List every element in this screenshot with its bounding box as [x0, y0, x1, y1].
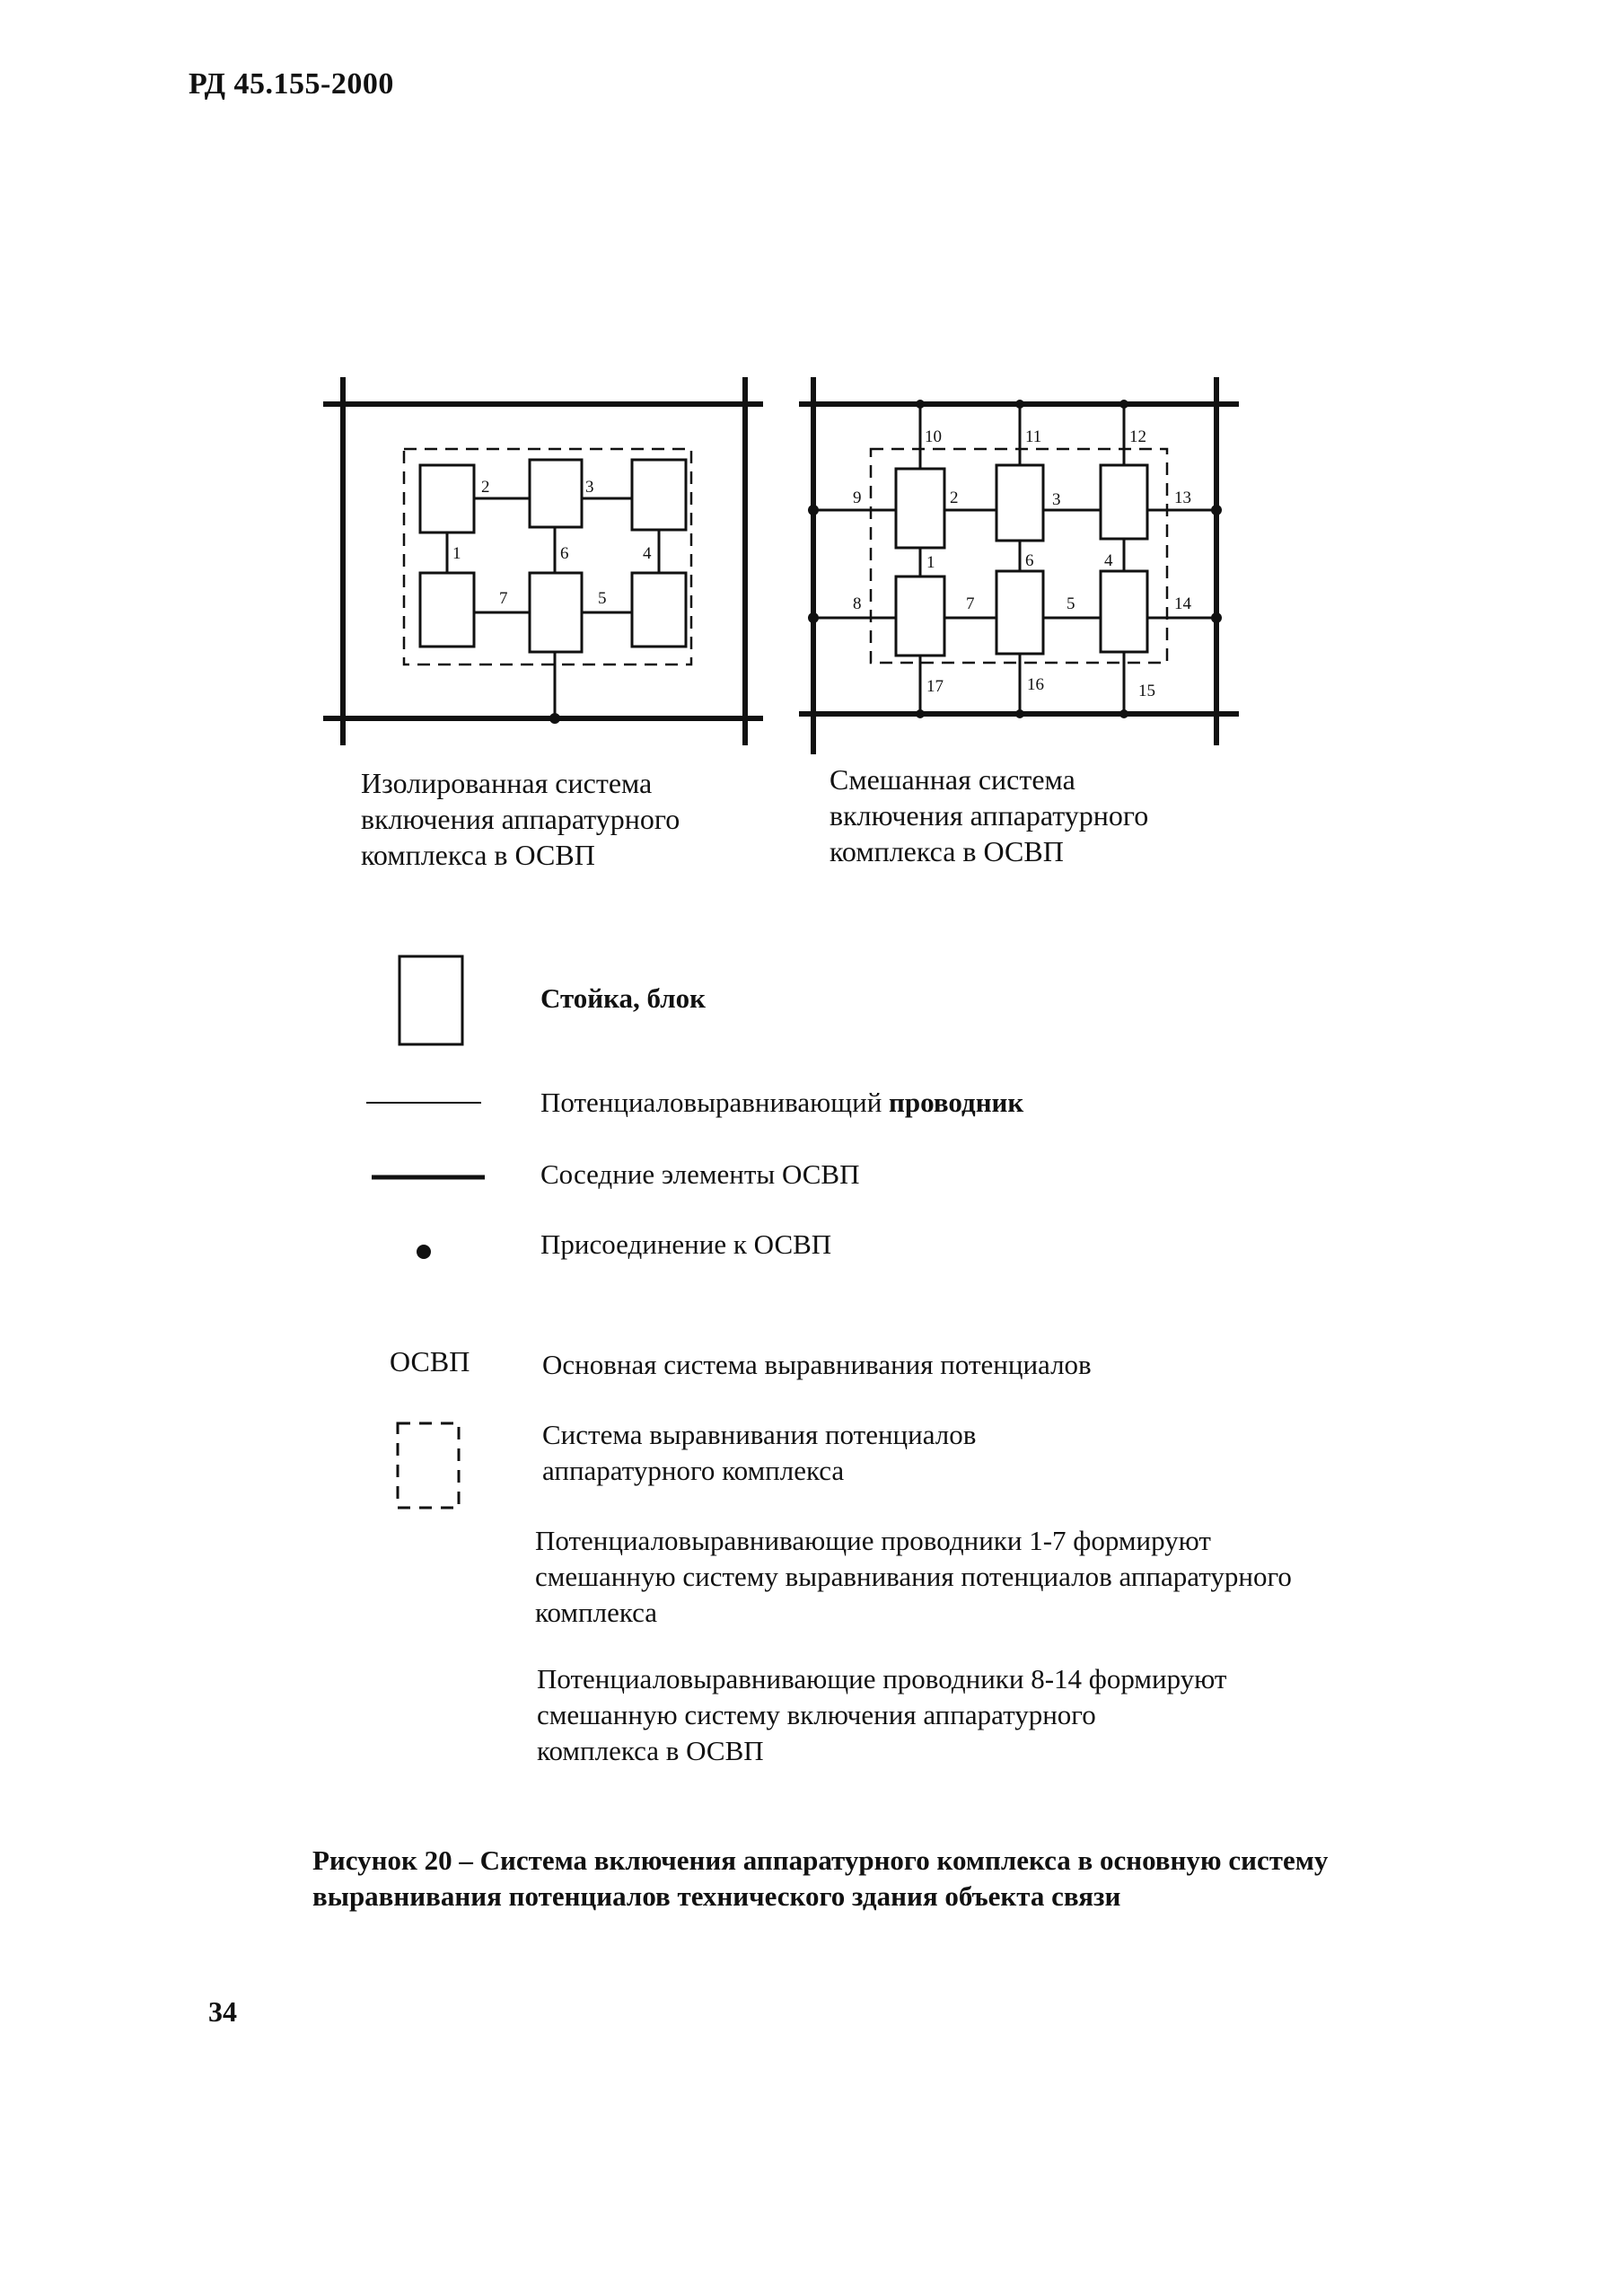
conductor-label-4: 4 [643, 544, 652, 563]
osvp-frame [323, 377, 763, 745]
document-code: РД 45.155-2000 [189, 67, 394, 101]
legend-adjacent-symbol [372, 1174, 487, 1181]
note-conductors-8-14: Потенциаловыравнивающие проводники 8-14 формируют смешанную систему включения аппаратурного комплекса в ОСВП [537, 1663, 1227, 1766]
conductor-label-13: 13 [1174, 489, 1191, 507]
isolated-system-caption: Изолированная система включения аппаратурного комплекса в ОСВП [361, 767, 680, 871]
legend-adjacent-label: Соседние элементы ОСВП [540, 1158, 860, 1190]
conductor-label-15: 15 [1138, 682, 1155, 700]
conductor-label-1: 1 [926, 553, 935, 572]
legend-abbreviation: ОСВП [390, 1345, 470, 1378]
legend-conductor-label: Потенциаловыравнивающий проводник [540, 1087, 1024, 1118]
page-number: 34 [208, 1995, 237, 2028]
legend-rack-symbol [397, 954, 465, 1047]
conductor-label-6: 6 [1025, 551, 1034, 570]
mixed-system-caption: Смешанная система включения аппаратурного комплекса в ОСВП [830, 763, 1149, 867]
conductor-label-17: 17 [926, 677, 944, 696]
conductor-label-8: 8 [853, 594, 862, 613]
conductor-label-16: 16 [1027, 675, 1044, 694]
conductor-label-9: 9 [853, 489, 862, 507]
conductor-label-7: 7 [966, 594, 975, 613]
conductor-label-2: 2 [950, 489, 959, 507]
legend-system-label: Система выравнивания потенциалов аппаратурного комплекса [542, 1419, 977, 1486]
isolated-system-diagram [323, 377, 772, 772]
conductor-label-3: 3 [585, 478, 594, 497]
conductor-label-2: 2 [481, 478, 490, 497]
conductor-label-1: 1 [452, 544, 461, 563]
conductors [813, 404, 1216, 714]
note-conductors-1-7: Потенциаловыравнивающие проводники 1-7 формируют смешанную систему выравнивания потенциалов аппаратурного комплекса [535, 1525, 1292, 1628]
mixed-system-diagram [799, 377, 1248, 772]
conductor-label-4: 4 [1104, 551, 1113, 570]
conductor-label-7: 7 [499, 589, 508, 608]
conductor-label-12: 12 [1129, 427, 1146, 446]
legend-abbreviation-meaning: Основная система выравнивания потенциалов [542, 1349, 1092, 1380]
legend-connection-dot [415, 1243, 433, 1261]
conductor-label-3: 3 [1052, 490, 1061, 509]
conductor-label-5: 5 [598, 589, 607, 608]
conductor-label-6: 6 [560, 544, 569, 563]
legend-rack-label: Стойка, блок [540, 982, 707, 1014]
conductor-label-14: 14 [1174, 594, 1191, 613]
figure-caption: Рисунок 20 – Система включения аппаратурного комплекса в основную систему выравнивания потенциалов технического здания объекта связи [312, 1844, 1329, 1912]
connection-dot [549, 713, 560, 724]
legend-conductor-symbol [366, 1100, 483, 1105]
legend-connection-label: Присоединение к ОСВП [540, 1228, 832, 1260]
conductor-label-10: 10 [925, 427, 942, 446]
conductor-label-5: 5 [1067, 594, 1075, 613]
conductor-label-11: 11 [1025, 427, 1042, 446]
legend-dashed-system-symbol [395, 1421, 463, 1512]
